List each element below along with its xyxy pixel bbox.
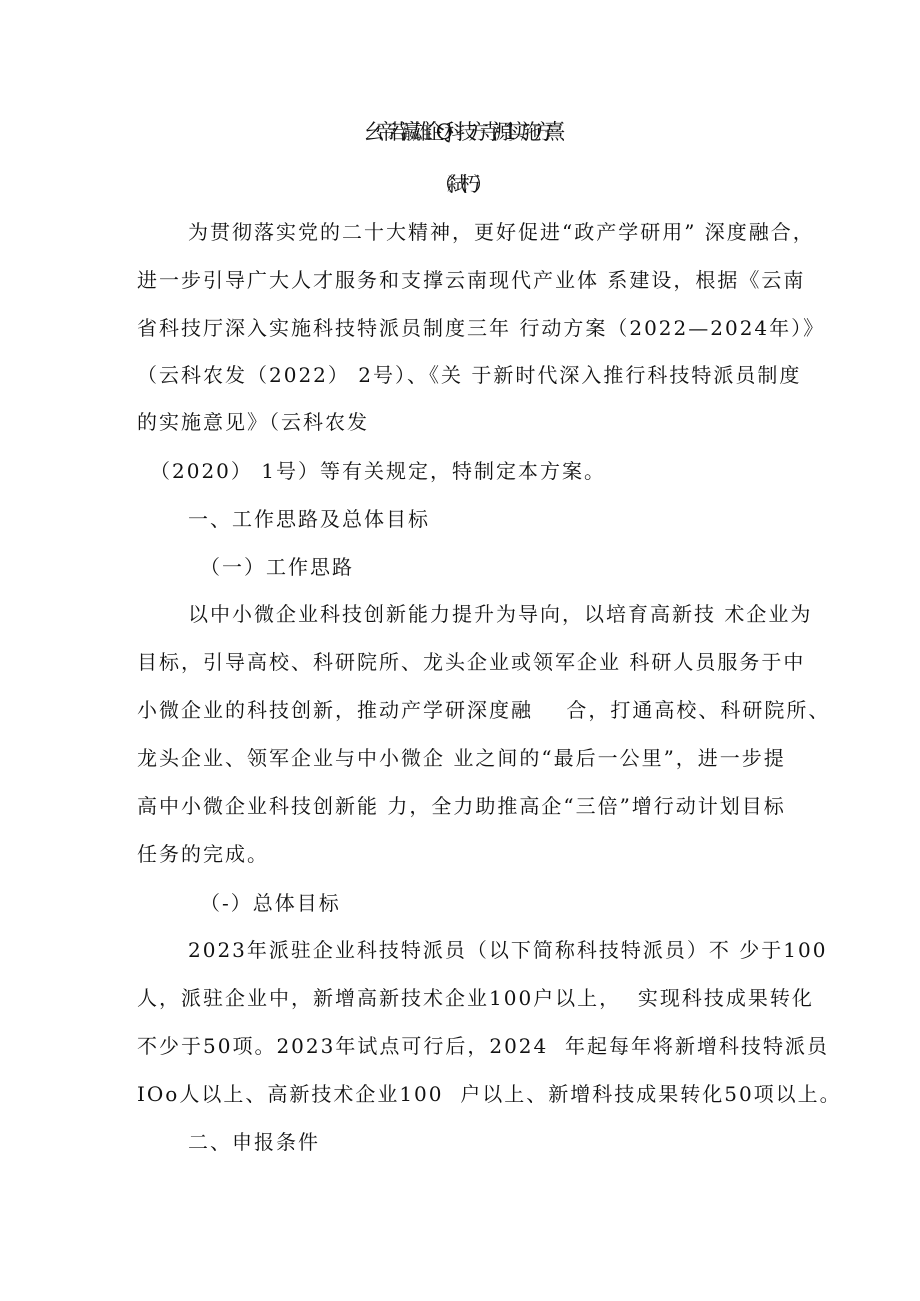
paragraph-3-line-1: 2023年派驻企业科技特派员（以下简称科技特派员）不 少于100 (188, 938, 828, 962)
section-2-heading: 二、申报条件 (188, 1130, 320, 1154)
paragraph-1-line-3: 省科技厅深入实施科技特派员制度三年 行动方案（2022—2024年）》 (137, 316, 826, 340)
paragraph-1-line-4: （云科农发（2022） 2号）、《关 于新时代深入推行科技特派员制度 (137, 363, 802, 387)
paragraph-2-line-3: 小微企业的科技创新，推动产学研深度融 合，打通高校、科研院所、 (137, 698, 831, 722)
paragraph-2-line-6: 任务的完成。 (137, 842, 269, 866)
document-subtitle: （弑朽） (434, 172, 486, 196)
paragraph-2-line-4: 龙头企业、领军企业与中小微企 业之间的“最后一公里”，进一步提 (137, 746, 786, 770)
document-title: 幺帝若瀛雄企Q科技方寺源1实施方熹 (363, 120, 557, 144)
paragraph-1-line-6: （2020） 1号）等有关规定，特制定本方案。 (150, 459, 606, 483)
paragraph-1-line-1: 为贯彻落实党的二十大精神，更好促进“政产学研用” 深度融合， (188, 220, 815, 244)
subsection-1-heading: （一）工作思路 (200, 555, 354, 579)
subsection-2-heading: （-）总体目标 (200, 891, 341, 915)
paragraph-3-line-2: 人，派驻企业中，新增高新技术企业100户以上， 实现科技成果转化 (137, 986, 814, 1010)
section-1-heading: 一、工作思路及总体目标 (188, 507, 430, 531)
paragraph-2-line-5: 高中小微企业科技创新能 力，全力助推高企“三倍”增行动计划目标 (137, 794, 786, 818)
paragraph-1-line-2: 进一步引导广大人才服务和支撑云南现代产业体 系建设，根据《云南 (137, 268, 806, 292)
paragraph-3-line-3: 不少于50项。2023年试点可行后，2024 年起每年将新增科技特派员 (137, 1034, 829, 1058)
paragraph-3-line-4: IOo人以上、高新技术企业100 户以上、新增科技成果转化50项以上。 (137, 1082, 842, 1106)
paragraph-1-line-5: 的实施意见》（云科农发 (137, 410, 369, 434)
paragraph-2-line-1: 以中小微企业科技创新能力提升为导向，以培育高新技 术企业为 (188, 602, 813, 626)
paragraph-2-line-2: 目标，引导高校、科研院所、龙头企业或领军企业 科研人员服务于中 (137, 650, 806, 674)
